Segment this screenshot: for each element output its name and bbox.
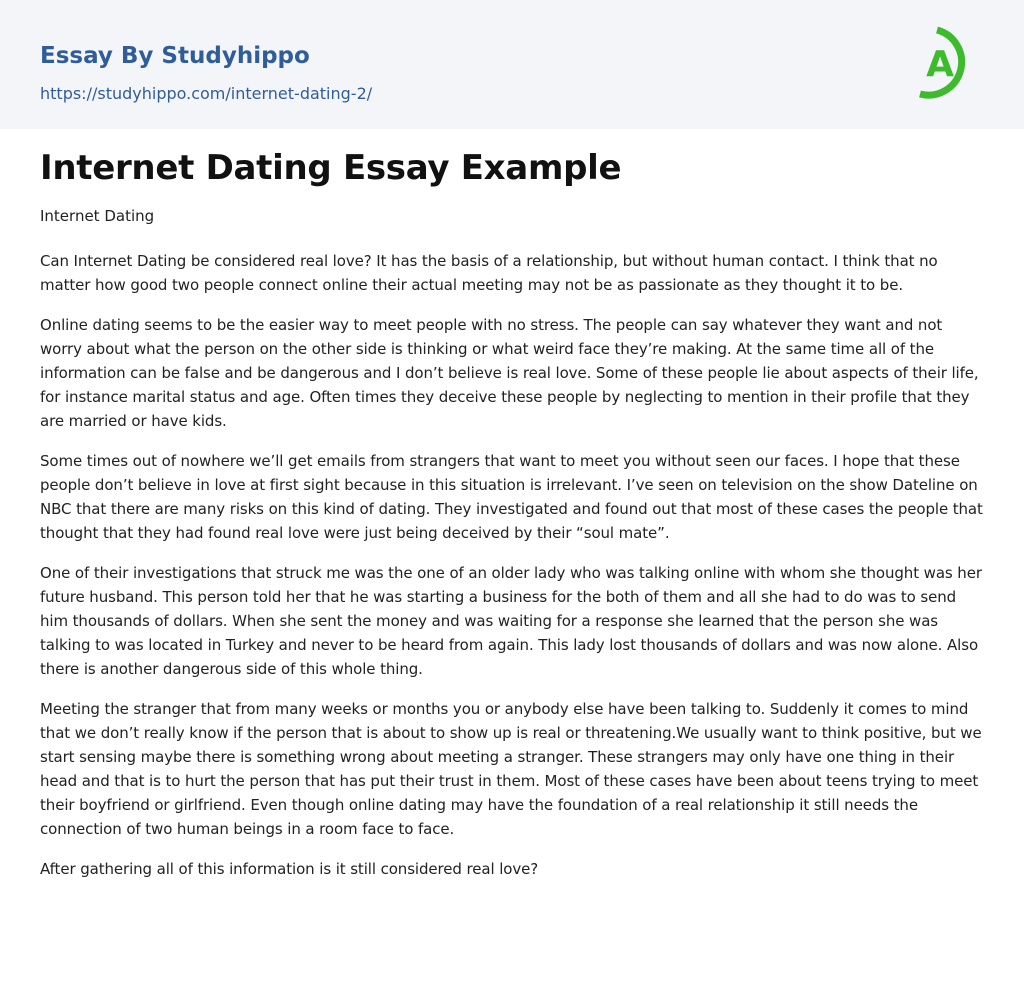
page-url-link[interactable]: https://studyhippo.com/internet-dating-2/ [40,84,373,103]
article-paragraph: Online dating seems to be the easier way to meet people with no stress. The people can say whatever they want and not worry about what the person on the other side is thinking or what weird face they’re making. At the same time all of the information can be false and be dangerous and I don’t believe is real love. Some of these people lie about aspects of their life, for instance marital status and age. Often times they deceive these people by neglecting to mention in their profile that they are married or have kids. [40,316,979,430]
article-paragraph: Can Internet Dating be considered real love? It has the basis of a relationship, but without human contact. I think that no matter how good two people connect online their actual meeting may not be as passionate as they thought it to be. [40,252,938,294]
studyhippo-logo-icon[interactable] [910,18,988,106]
logo-letter: A [926,44,954,85]
article [0,129,1024,881]
article-paragraph: One of their investigations that struck me was the one of an older lady who was talking online with whom she thought was her future husband. This person told her that he was starting a business for the both of them and all she had to do was to send him thousands of dollars. When she sent the money and was waiting for a response she learned that the person she was talking to was located in Turkey and never to be heard from again. This lady lost thousands of dollars and was now alone. Also there is another dangerous side of this whole thing. [40,564,982,678]
article-paragraph: After gathering all of this information is it still considered real love? [40,860,539,878]
article-paragraph: Some times out of nowhere we’ll get emails from strangers that want to meet you without seen our faces. I hope that these people don’t believe in love at first sight because in this situation is irrelevant. I’ve seen on television on the show Dateline on NBC that there are many risks on this kind of dating. They investigated and found out that most of these cases the people that thought that they had found real love were just being deceived by their “soul mate”. [40,452,983,542]
article-subtitle: Internet Dating [40,207,155,225]
article-paragraph: Meeting the stranger that from many weeks or months you or anybody else have been talking to. Suddenly it comes to mind that we don’t really know if the person that is about to show up is real or threatening.We usually want to think positive, but we start sensing maybe there is something wrong about meeting a stranger. These strangers may only have one thing in their head and that is to hurt the person that has put their trust in them. Most of these cases have been about teens trying to meet their boyfriend or girlfriend. Even though online dating may have the foundation of a real relationship it still needs the connection of two human beings in a room face to face. [40,700,982,838]
page-title: Internet Dating Essay Example [40,148,622,188]
site-header [0,0,1024,129]
site-brand[interactable]: Essay By Studyhippo [40,43,310,69]
